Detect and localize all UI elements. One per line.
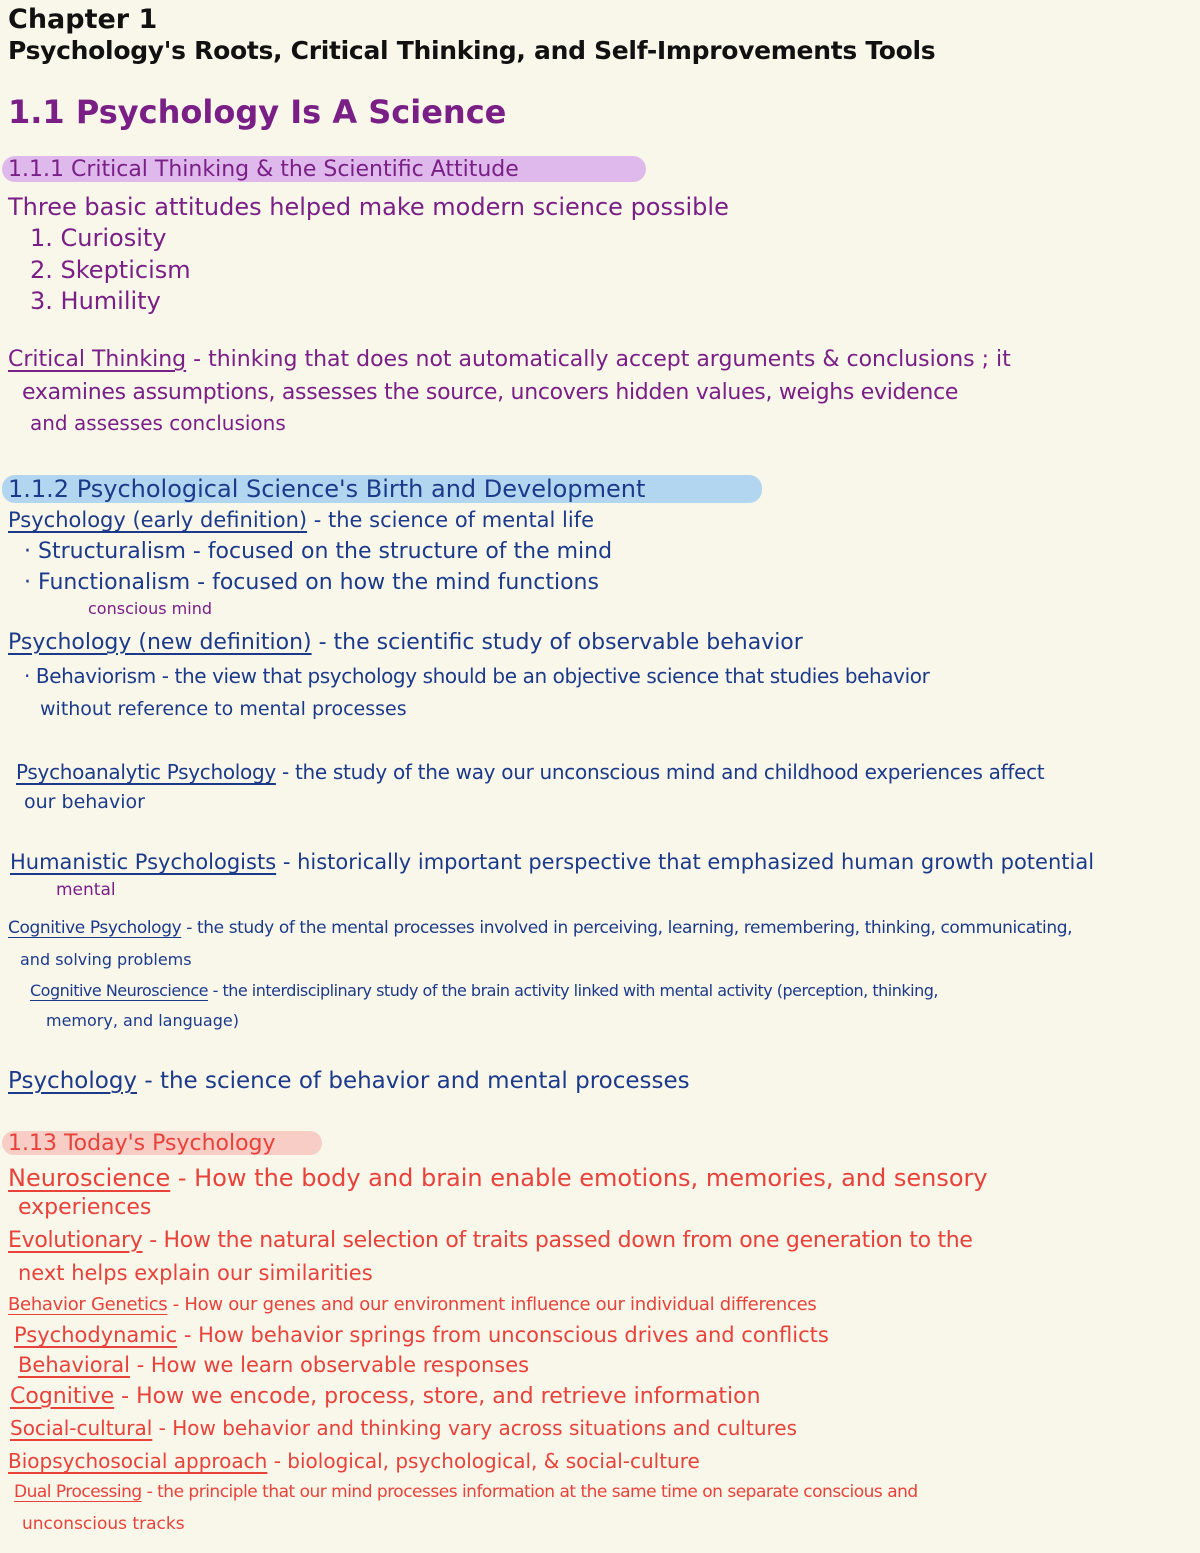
humanistic-line bbox=[10, 852, 1094, 873]
humanistic-def: - historically important perspective that emphasized human growth potential bbox=[276, 850, 1095, 874]
psychoanalytic-def-2: our behavior bbox=[24, 791, 145, 813]
dual-processing-line bbox=[14, 1484, 918, 1501]
behavior-genetics-line bbox=[8, 1296, 817, 1314]
evolutionary-term: Evolutionary bbox=[8, 1228, 143, 1253]
new-definition-term: Psychology (new definition) bbox=[8, 630, 312, 655]
psychology-def: - the science of behavior and mental processes bbox=[137, 1068, 690, 1094]
early-definition-line bbox=[8, 510, 594, 531]
chapter-label: Chapter 1 bbox=[8, 4, 158, 35]
critical-thinking-line bbox=[8, 349, 1011, 371]
dual-processing-def: - the principle that our mind processes information at the same time on separate conscious and bbox=[141, 1482, 918, 1502]
neuroscience-def-2: experiences bbox=[18, 1195, 152, 1220]
mental-note: mental bbox=[56, 880, 116, 900]
critical-thinking-def-2: examines assumptions, assesses the source, uncovers hidden values, weighs evidence bbox=[22, 380, 959, 405]
psychology-definition-line bbox=[8, 1070, 690, 1093]
behavioral-term: Behavioral bbox=[18, 1353, 130, 1377]
cognitive-psychology-line bbox=[8, 920, 1072, 937]
psychodynamic-def: - How behavior springs from unconscious drives and conflicts bbox=[177, 1323, 829, 1347]
section-title: 1.1 Psychology Is A Science bbox=[8, 93, 507, 131]
behavioral-line bbox=[18, 1355, 529, 1376]
biopsychosocial-def: - biological, psychological, & social-culture bbox=[267, 1449, 700, 1473]
social-cultural-term: Social-cultural bbox=[10, 1416, 153, 1440]
neuroscience-line bbox=[8, 1166, 988, 1190]
psychoanalytic-term: Psychoanalytic Psychology bbox=[16, 760, 276, 784]
attitude-item: 2. Skepticism bbox=[30, 256, 191, 284]
psychodynamic-term: Psychodynamic bbox=[14, 1323, 178, 1347]
attitude-item: 1. Curiosity bbox=[30, 224, 167, 252]
subsection-heading-113: 1.13 Today's Psychology bbox=[8, 1131, 276, 1156]
structuralism: · Structuralism - focused on the structure of the mind bbox=[24, 539, 613, 564]
behaviorism-line-2: without reference to mental processes bbox=[40, 698, 407, 720]
psychoanalytic-line bbox=[16, 762, 1044, 782]
dual-processing-def-2: unconscious tracks bbox=[22, 1514, 185, 1534]
dual-processing-term: Dual Processing bbox=[14, 1482, 142, 1502]
behavioral-def: - How we learn observable responses bbox=[129, 1353, 530, 1377]
conscious-mind-note: conscious mind bbox=[88, 599, 212, 618]
humanistic-term: Humanistic Psychologists bbox=[10, 850, 277, 874]
attitude-item: 3. Humility bbox=[30, 287, 161, 315]
cognitive-def: - How we encode, process, store, and retrieve information bbox=[114, 1384, 761, 1409]
biopsychosocial-term: Biopsychosocial approach bbox=[8, 1449, 268, 1473]
critical-thinking-def-3: and assesses conclusions bbox=[30, 411, 286, 435]
behavior-genetics-term: Behavior Genetics bbox=[8, 1294, 168, 1315]
functionalism: · Functionalism - focused on how the mind functions bbox=[24, 570, 599, 595]
psychoanalytic-def: - the study of the way our unconscious mind and childhood experiences affect bbox=[275, 760, 1045, 784]
evolutionary-def: - How the natural selection of traits passed down from one generation to the bbox=[142, 1228, 973, 1253]
cognitive-neuroscience-def-2: memory, and language) bbox=[46, 1011, 239, 1030]
new-definition-def: - the scientific study of observable behavior bbox=[311, 630, 803, 655]
biopsychosocial-line bbox=[8, 1451, 700, 1471]
early-definition-term: Psychology (early definition) bbox=[8, 508, 308, 532]
neuroscience-def: - How the body and brain enable emotions, memories, and sensory bbox=[170, 1164, 988, 1192]
critical-thinking-def: - thinking that does not automatically accept arguments & conclusions ; it bbox=[186, 347, 1011, 372]
social-cultural-def: - How behavior and thinking vary across situations and cultures bbox=[152, 1416, 798, 1440]
cognitive-psychology-def: - the study of the mental processes involved in perceiving, learning, remembering, thinking, communicating, bbox=[181, 918, 1073, 938]
behavior-genetics-def: - How our genes and our environment influence our individual differences bbox=[167, 1294, 817, 1315]
cognitive-psychology-term: Cognitive Psychology bbox=[8, 918, 182, 938]
behaviorism-line-1: · Behaviorism - the view that psychology should be an objective science that studies behavior bbox=[24, 664, 930, 688]
social-cultural-line bbox=[10, 1418, 797, 1438]
new-definition-line bbox=[8, 632, 803, 654]
cognitive-neuroscience-def: - the interdisciplinary study of the brain activity linked with mental activity (perception, thinking, bbox=[208, 981, 938, 1000]
early-definition-def: - the science of mental life bbox=[307, 508, 595, 532]
neuroscience-term: Neuroscience bbox=[8, 1164, 171, 1192]
psychodynamic-line bbox=[14, 1325, 829, 1346]
subsection-heading-112: 1.1.2 Psychological Science's Birth and Development bbox=[8, 475, 646, 503]
cognitive-psychology-def-2: and solving problems bbox=[20, 950, 192, 969]
cognitive-term: Cognitive bbox=[10, 1384, 115, 1409]
cognitive-line bbox=[10, 1386, 761, 1408]
cognitive-neuroscience-term: Cognitive Neuroscience bbox=[30, 981, 208, 1000]
evolutionary-line bbox=[8, 1230, 973, 1252]
psychology-term: Psychology bbox=[8, 1068, 138, 1094]
subsection-heading-111: 1.1.1 Critical Thinking & the Scientific Attitude bbox=[8, 157, 519, 182]
attitudes-intro: Three basic attitudes helped make modern science possible bbox=[8, 193, 729, 221]
critical-thinking-term: Critical Thinking bbox=[8, 347, 187, 372]
chapter-title: Psychology's Roots, Critical Thinking, and Self-Improvements Tools bbox=[8, 36, 936, 65]
cognitive-neuroscience-line bbox=[30, 983, 938, 999]
evolutionary-def-2: next helps explain our similarities bbox=[18, 1261, 373, 1285]
